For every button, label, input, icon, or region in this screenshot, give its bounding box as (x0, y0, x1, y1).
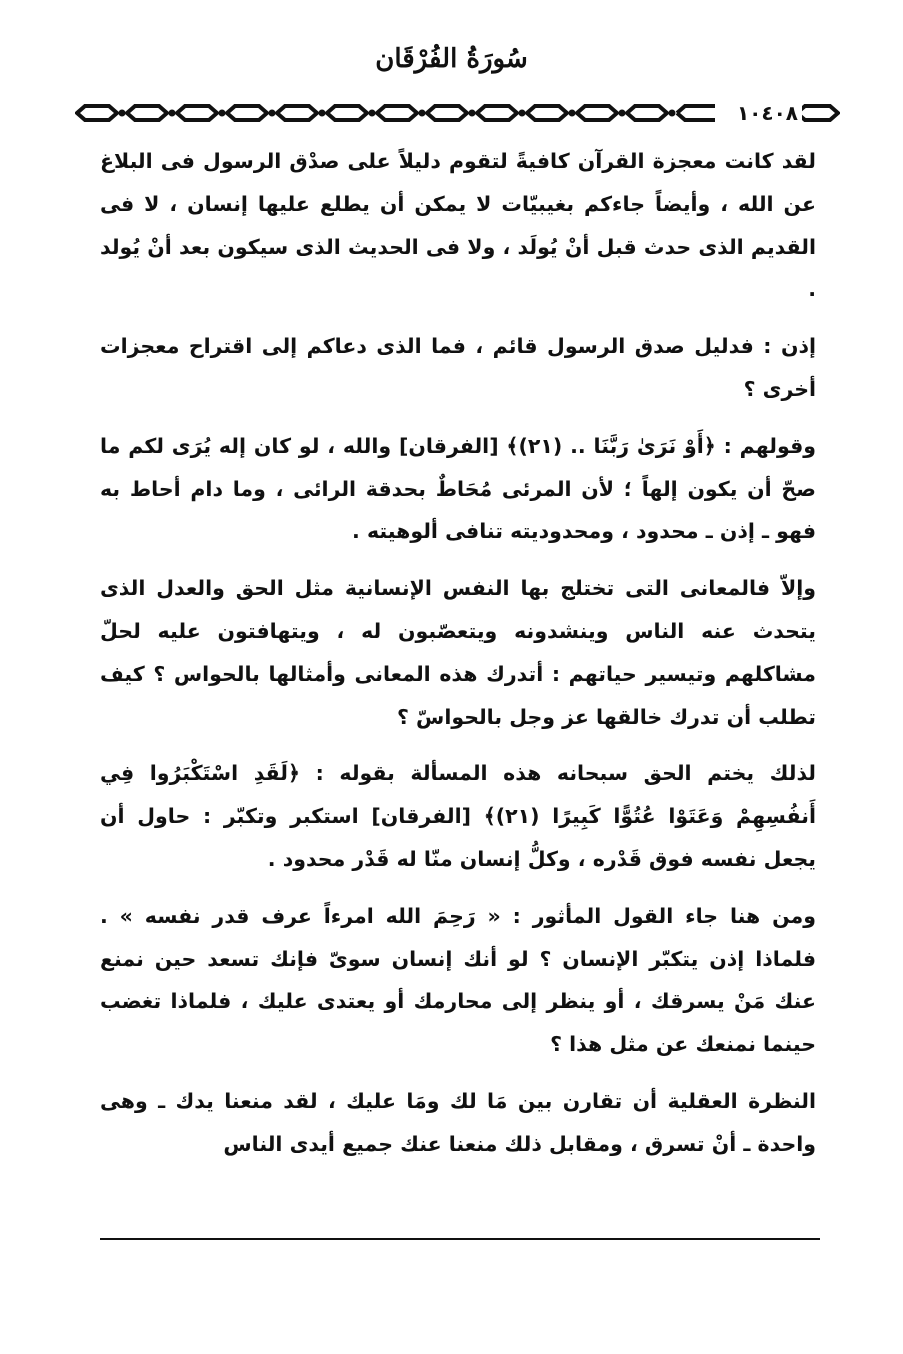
chain-link (77, 106, 117, 120)
chain-dot (469, 110, 476, 117)
chain-dot (219, 110, 226, 117)
chain-link (577, 106, 617, 120)
chain-link (377, 106, 417, 120)
paragraph: ومن هنا جاء القول المأثور : « رَحِمَ الله امرءاً عرف قدر نفسه » . فلماذا إذن يتكبّر الإنسان ؟ لو أنك إنسان سوىّ فإنك تسعد حين نمنع عنك مَنْ يسرقك ، أو ينظر إلى محارمك أو يعتدى عليك ، فلماذا تغضب حينما نمنعك عن مثل هذا ؟ (100, 903, 816, 1057)
paragraph: إذن : فدليل صدق الرسول قائم ، فما الذى دعاكم إلى اقتراح معجزات أخرى ؟ (100, 334, 816, 401)
footer-rule (100, 1238, 820, 1240)
chain-dot (319, 110, 326, 117)
chain-link (327, 106, 367, 120)
chain-dot (269, 110, 276, 117)
chain-link (227, 106, 267, 120)
paragraph: لقد كانت معجزة القرآن كافيةً لتقوم دليلاً على صدْق الرسول فى البلاغ عن الله ، وأيضاً جاءكم بغيبيّات لا يمكن أن يطلع عليها إنسان ، لا فى القديم الذى حدث قبل أنْ يُولَد ، ولا فى الحديث الذى سيكون بعد أنْ يُولد . (100, 149, 816, 302)
page-body (100, 140, 816, 1180)
chain-link (797, 106, 838, 120)
chain-link (677, 106, 715, 120)
surah-title: سُورَةُ الفُرْقَان (375, 44, 528, 74)
chain-link (477, 106, 517, 120)
ornamental-chain (75, 96, 840, 130)
paragraph: النظرة العقلية أن تقارن بين مَا لك ومَا عليك ، لقد منعنا يدك ـ وهى واحدة ـ أنْ تسرق ، ومقابل ذلك منعنا عنك جميع أيدى الناس (100, 1088, 816, 1156)
chain-link (627, 106, 667, 120)
chain-dot (169, 110, 176, 117)
chain-link (177, 106, 217, 120)
chain-link (127, 106, 167, 120)
paragraph: وإلاّ فالمعانى التى تختلج بها النفس الإنسانية مثل الحق والعدل الذى يتحدث عنه الناس وينشدونه ويتعصّبون له ، ويتهافتون عليه لحلّ مشاكلهم وتيسير حياتهم : أتدرك هذه المعانى وأمثالها بالحواس ؟ كيف تطلب أن تدرك خالقها عز وجل بالحواسّ ؟ (100, 576, 816, 729)
chain-dot (669, 110, 676, 117)
chain-dot (569, 110, 576, 117)
paragraph: لذلك يختم الحق سبحانه هذه المسألة بقوله : ﴿لَقَدِ اسْتَكْبَرُوا فِي أَنفُسِهِمْ وَعَتَوْا عُتُوًّا كَبِيرًا (٢١)﴾ [الفرقان] استكبر وتكبّر : حاول أن يجعل نفسه فوق قَدْره ، وكلُّ إنسان منّا له قَدْر محدود . (100, 761, 816, 871)
chain-link (527, 106, 567, 120)
chain-dot (419, 110, 426, 117)
chain-dot (119, 110, 126, 117)
chain-dot (369, 110, 376, 117)
paragraph: وقولهم : ﴿أَوْ نَرَىٰ رَبَّنَا .. (٢١)﴾ [الفرقان] والله ، لو كان إله يُرَى لكم ما صحّ أن يكون إلهاً ؛ لأن المرئى مُحَاطٌ بحدقة الرائى ، وما دام أحاط به فهو ـ إذن ـ محدود ، ومحدوديته تنافى ألوهيته . (100, 433, 817, 544)
chain-link (427, 106, 467, 120)
page-number: ١٠٤٠٨ (733, 96, 802, 130)
header-divider (75, 96, 840, 130)
chain-dot (519, 110, 526, 117)
chain-link (277, 106, 317, 120)
chain-dot (619, 110, 626, 117)
